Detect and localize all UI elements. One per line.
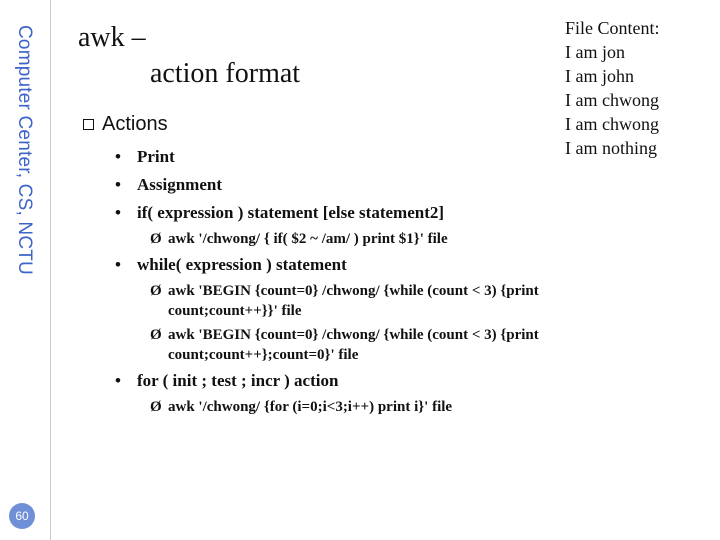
sub-item (150, 397, 648, 417)
bullet-item (115, 203, 444, 223)
sub-item (150, 325, 648, 365)
bullet-dot-icon: • (115, 203, 121, 222)
slide-title-line-2: action format (150, 58, 301, 89)
file-content-box (565, 16, 660, 160)
bullet-dot-icon: • (115, 255, 121, 274)
slide-title-line-1: awk – (78, 22, 146, 53)
file-content-heading: File Content: (565, 18, 660, 38)
bullet-label: for ( init ; test ; incr ) action (137, 371, 339, 390)
sidebar-vertical-text: Computer Center, CS, NCTU (14, 25, 35, 275)
arrow-bullet-icon: Ø (150, 231, 162, 247)
section-heading (83, 113, 168, 136)
bullet-label: while( expression ) statement (137, 255, 347, 274)
sidebar-divider (50, 0, 51, 540)
file-content-line: I am jon (565, 42, 625, 62)
sub-item-text: awk 'BEGIN {count=0} /chwong/ {while (count < 3) {print count;count++};count=0}' file (168, 327, 539, 363)
arrow-bullet-icon: Ø (150, 399, 162, 415)
page-number-badge: 60 (9, 503, 35, 529)
file-content-line: I am nothing (565, 138, 657, 158)
file-content-line: I am john (565, 66, 634, 86)
bullet-label: Print (137, 147, 175, 166)
checkbox-bullet-icon (83, 119, 94, 130)
file-content-line: I am chwong (565, 90, 659, 110)
bullet-item (115, 147, 175, 167)
sub-item-text: awk '/chwong/ { if( $2 ~ /am/ ) print $1}' file (168, 231, 448, 247)
arrow-bullet-icon: Ø (150, 283, 162, 299)
bullet-label: Assignment (137, 175, 223, 194)
bullet-item (115, 175, 222, 195)
arrow-bullet-icon: Ø (150, 327, 162, 343)
bullet-item (115, 255, 347, 275)
bullet-dot-icon: • (115, 371, 121, 390)
file-content-line: I am chwong (565, 114, 659, 134)
section-heading-label: Actions (102, 113, 168, 135)
bullet-label: if( expression ) statement [else statement2] (137, 203, 445, 222)
bullet-dot-icon: • (115, 147, 121, 166)
sub-item (150, 229, 648, 249)
sub-item-text: awk 'BEGIN {count=0} /chwong/ {while (count < 3) {print count;count++}}' file (168, 283, 539, 319)
sub-item (150, 281, 648, 321)
bullet-dot-icon: • (115, 175, 121, 194)
sub-item-text: awk '/chwong/ {for (i=0;i<3;i++) print i}' file (168, 399, 453, 415)
bullet-item (115, 371, 338, 391)
